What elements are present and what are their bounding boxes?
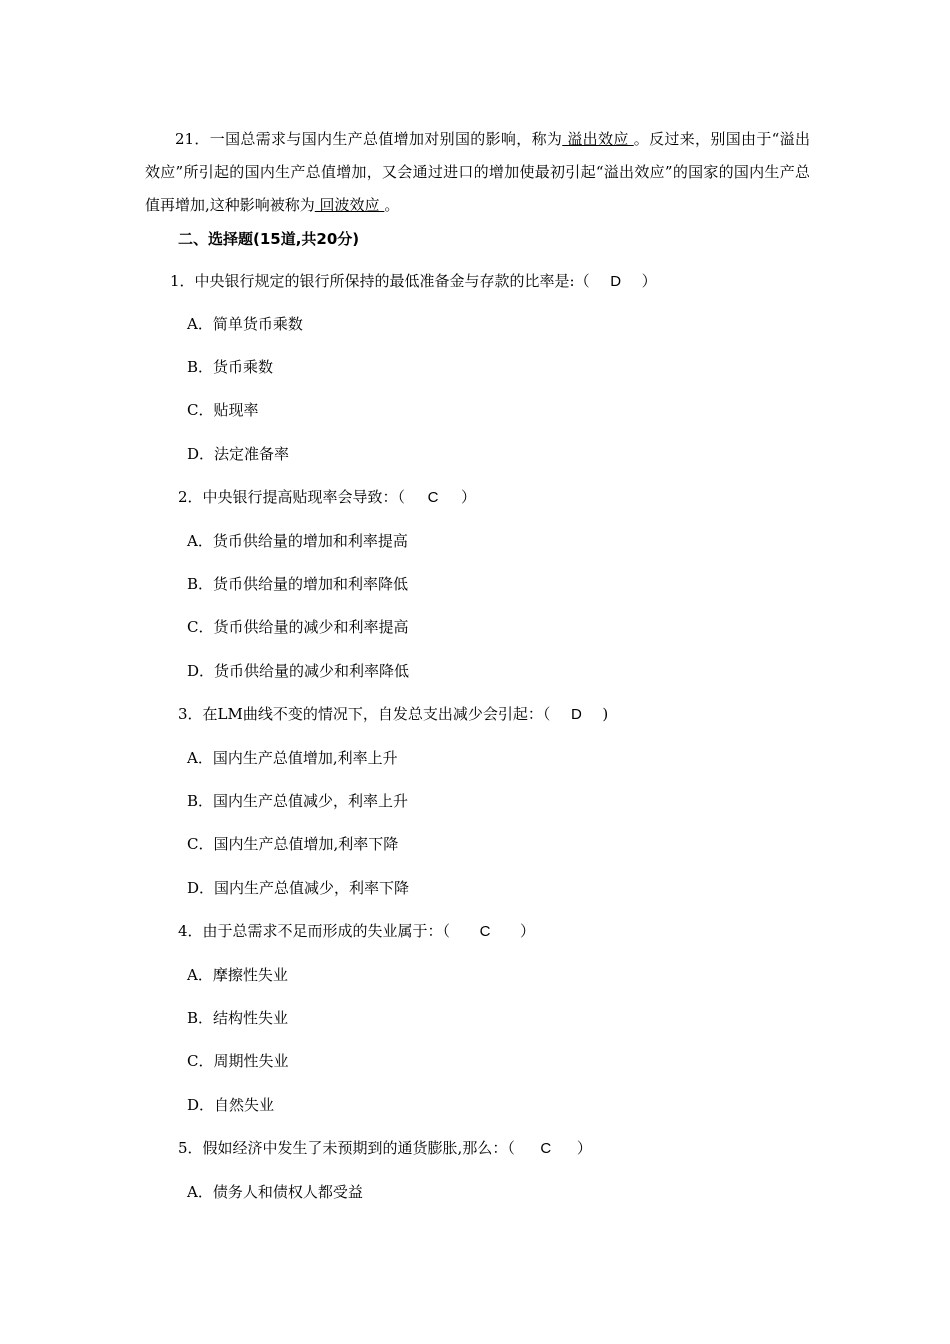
- question-2-option-d: D．货币供给量的减少和利率降低: [187, 662, 410, 680]
- question-4-option-d: D．自然失业: [187, 1096, 275, 1114]
- question-2-answer: C: [427, 489, 439, 506]
- question-5-close: ）: [576, 1139, 592, 1157]
- question-4-option-a: A．摩擦性失业: [187, 966, 288, 984]
- question-1-close: ）: [641, 272, 657, 290]
- question-3-option-a: A．国内生产总值增加,利率上升: [187, 749, 398, 767]
- question-5-stem: 5．假如经济中发生了未预期到的通货膨胀,那么：（: [178, 1139, 515, 1157]
- question-1-option-d: D．法定准备率: [187, 445, 290, 463]
- q21-prefix: 21．一国总需求与国内生产总值增加对别国的影响，称为: [175, 130, 563, 148]
- question-3-option-d: D．国内生产总值减少，利率下降: [187, 879, 410, 897]
- question-3-option-b: B．国内生产总值减少，利率上升: [187, 792, 409, 810]
- question-3-option-c: C．国内生产总值增加,利率下降: [187, 835, 399, 853]
- q21-middle: 。反过来，别国由于“溢出效应”所引起的国内生产总值增加，又会通过进口的增加使最初引起“溢出效应”的国家的国内生产总值再增加,这种影响被称为: [145, 130, 811, 214]
- question-3-answer: D: [570, 706, 582, 723]
- q21-suffix: 。: [384, 196, 400, 214]
- question-4-option-c: C．周期性失业: [187, 1052, 289, 1070]
- question-3: [178, 704, 608, 725]
- question-1-option-c: C．贴现率: [187, 401, 259, 419]
- question-5-option-a: A．债务人和债权人都受益: [187, 1183, 363, 1201]
- question-1-answer: D: [610, 273, 622, 290]
- question-3-stem: 3．在LM曲线不变的情况下，自发总支出减少会引起：（: [178, 705, 551, 723]
- question-4-answer: C: [479, 923, 491, 940]
- question-4-close: ）: [520, 922, 536, 940]
- question-2-option-c: C．货币供给量的减少和利率提高: [187, 618, 409, 636]
- question-2-option-b: B．货币供给量的增加和利率降低: [187, 575, 409, 593]
- question-2-stem: 2．中央银行提高贴现率会导致：（: [178, 488, 406, 506]
- q21-blank-1: 溢出效应: [562, 130, 634, 148]
- question-2-close: ）: [461, 488, 477, 506]
- question-1-option-b: B．货币乘数: [187, 358, 274, 376]
- q21-blank-2: 回波效应: [314, 196, 385, 214]
- question-1: [170, 271, 657, 292]
- question-4-stem: 4．由于总需求不足而形成的失业属于：（: [178, 922, 451, 940]
- question-1-stem: 1．中央银行规定的银行所保持的最低准备金与存款的比率是:（: [170, 272, 590, 290]
- question-2: [178, 487, 476, 508]
- question-3-close: ): [602, 705, 609, 723]
- question-4: [178, 921, 535, 942]
- question-2-option-a: A．货币供给量的增加和利率提高: [187, 532, 408, 550]
- question-4-option-b: B．结构性失业: [187, 1009, 289, 1027]
- question-5-answer: C: [540, 1140, 552, 1157]
- question-5: [178, 1138, 592, 1159]
- question-21-paragraph: [145, 123, 810, 222]
- question-1-option-a: A．简单货币乘数: [187, 315, 303, 333]
- section-title: 二、选择题(15道,共20分): [178, 230, 360, 248]
